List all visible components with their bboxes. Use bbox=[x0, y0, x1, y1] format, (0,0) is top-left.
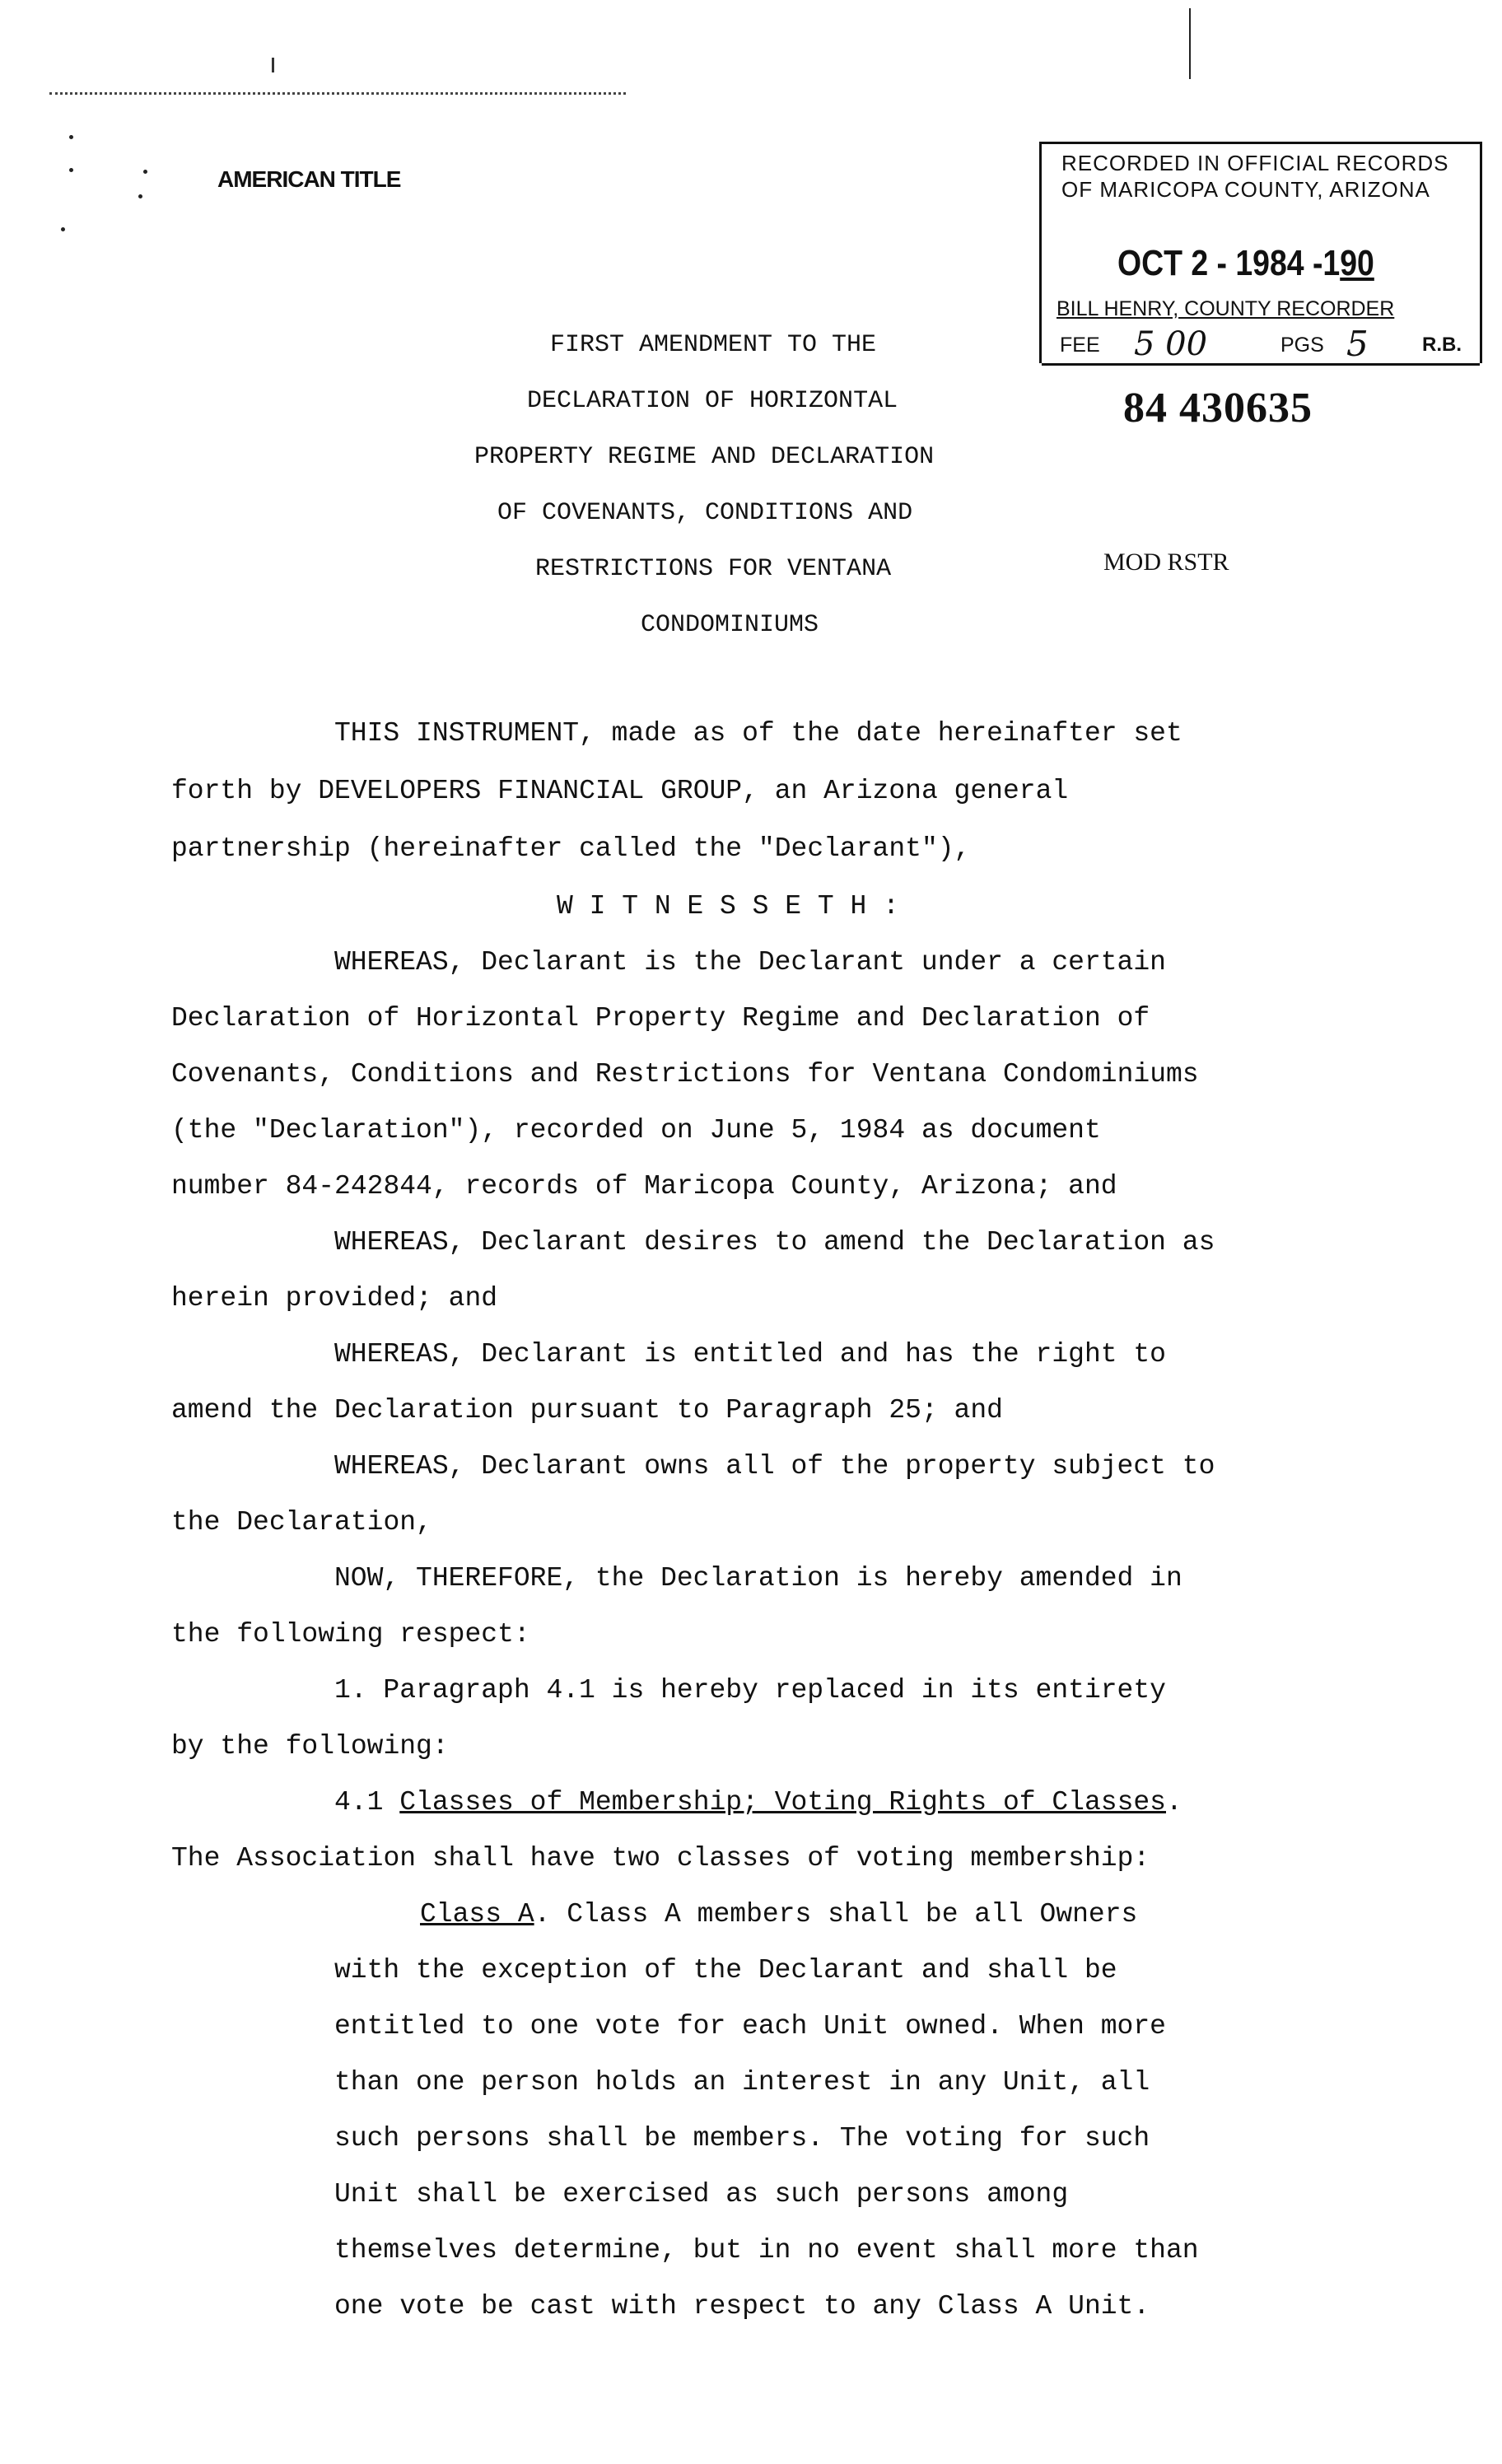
body-line: WHEREAS, Declarant is entitled and has the right to bbox=[334, 1339, 1166, 1370]
class-a-first-line bbox=[420, 1899, 1137, 1930]
stamp-date-time: 90 bbox=[1340, 243, 1374, 283]
title-line: CONDOMINIUMS bbox=[641, 611, 819, 639]
body-line: WHEREAS, Declarant desires to amend the Declaration as bbox=[334, 1227, 1215, 1258]
scan-dot bbox=[61, 227, 65, 231]
body-line: THIS INSTRUMENT, made as of the date hereinafter set bbox=[334, 718, 1182, 749]
stamp-fee-row bbox=[1042, 324, 1480, 366]
stamp-recorder: BILL HENRY, COUNTY RECORDER bbox=[1057, 297, 1395, 320]
class-a-line: themselves determine, but in no event shall more than bbox=[334, 2235, 1199, 2266]
scan-dot bbox=[69, 135, 73, 139]
body-line: the Declaration, bbox=[171, 1507, 432, 1538]
class-a-line: Unit shall be exercised as such persons among bbox=[334, 2179, 1069, 2210]
rb-label: R.B. bbox=[1422, 334, 1462, 356]
body-line: forth by DEVELOPERS FINANCIAL GROUP, an Arizona general bbox=[171, 776, 1069, 806]
company-name: AMERICAN TITLE bbox=[217, 166, 401, 192]
section-heading-line bbox=[334, 1787, 1182, 1818]
pages-label: PGS bbox=[1280, 334, 1324, 357]
class-a-line: one vote be cast with respect to any Class A Unit. bbox=[334, 2291, 1150, 2322]
recording-stamp bbox=[1039, 142, 1482, 363]
body-line: 1. Paragraph 4.1 is hereby replaced in its entirety bbox=[334, 1675, 1166, 1706]
document-number: 84 430635 bbox=[1123, 385, 1313, 432]
body-line: by the following: bbox=[171, 1731, 449, 1762]
stamp-date-main: OCT 2 - 1984 -1 bbox=[1117, 243, 1341, 283]
scan-dot bbox=[143, 170, 147, 174]
body-line: The Association shall have two classes of voting membership: bbox=[171, 1843, 1150, 1874]
body-line: the following respect: bbox=[171, 1619, 530, 1650]
title-line: OF COVENANTS, CONDITIONS AND bbox=[497, 499, 913, 527]
body-line: number 84-242844, records of Maricopa County, Arizona; and bbox=[171, 1171, 1117, 1202]
class-a-first: . Class A members shall be all Owners bbox=[534, 1899, 1138, 1930]
title-line: DECLARATION OF HORIZONTAL bbox=[527, 387, 898, 415]
body-line: Covenants, Conditions and Restrictions for Ventana Condominiums bbox=[171, 1059, 1199, 1090]
class-a-line: such persons shall be members. The voting for such bbox=[334, 2123, 1150, 2154]
body-line: partnership (hereinafter called the "Declarant"), bbox=[171, 833, 971, 864]
pages-value: 5 bbox=[1346, 324, 1369, 364]
stamp-date bbox=[1117, 243, 1374, 284]
body-line: WHEREAS, Declarant owns all of the property subject to bbox=[334, 1451, 1215, 1482]
class-a-line: than one person holds an interest in any Unit, all bbox=[334, 2067, 1150, 2098]
scan-dot bbox=[69, 168, 73, 172]
title-line: RESTRICTIONS FOR VENTANA bbox=[535, 555, 892, 583]
section-number: 4.1 bbox=[334, 1787, 384, 1818]
title-line: PROPERTY REGIME AND DECLARATION bbox=[474, 443, 935, 471]
title-line: FIRST AMENDMENT TO THE bbox=[550, 331, 877, 359]
body-line: NOW, THEREFORE, the Declaration is hereby amended in bbox=[334, 1563, 1182, 1594]
scan-dot bbox=[138, 194, 142, 198]
scan-mark bbox=[272, 58, 274, 72]
section-heading-end: . bbox=[1166, 1787, 1182, 1818]
section-heading: Classes of Membership; Voting Rights of Classes bbox=[399, 1787, 1166, 1818]
body-line: WHEREAS, Declarant is the Declarant under a certain bbox=[334, 947, 1166, 978]
scan-noise bbox=[49, 92, 626, 101]
stamp-county-line: OF MARICOPA COUNTY, ARIZONA bbox=[1061, 177, 1430, 202]
stamp-recorded-line: RECORDED IN OFFICIAL RECORDS bbox=[1061, 151, 1449, 175]
witnesseth-heading: W I T N E S S E T H : bbox=[557, 891, 899, 922]
class-a-label: Class A bbox=[420, 1899, 534, 1930]
scan-line bbox=[1189, 8, 1191, 79]
body-line: amend the Declaration pursuant to Paragraph 25; and bbox=[171, 1395, 1003, 1426]
class-a-line: with the exception of the Declarant and shall be bbox=[334, 1955, 1117, 1986]
fee-value: 5 00 bbox=[1134, 325, 1208, 363]
body-line: (the "Declaration"), recorded on June 5, 1984 as document bbox=[171, 1115, 1101, 1146]
body-line: herein provided; and bbox=[171, 1283, 498, 1314]
body-line: Declaration of Horizontal Property Regime and Declaration of bbox=[171, 1003, 1150, 1034]
fee-label: FEE bbox=[1060, 334, 1100, 357]
document-code: MOD RSTR bbox=[1103, 548, 1229, 576]
class-a-line: entitled to one vote for each Unit owned. When more bbox=[334, 2011, 1166, 2042]
